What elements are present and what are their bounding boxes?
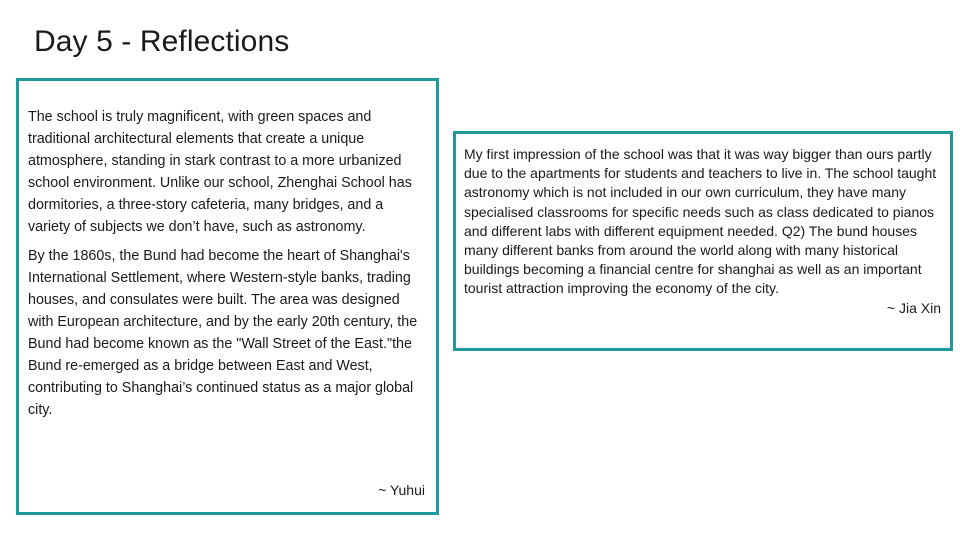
- slide-title: Day 5 - Reflections: [34, 25, 290, 58]
- reflection-paragraph-bund: By the 1860s, the Bund had become the heart of Shanghai's International Settlement, where Western-style banks, trading houses, and consulates were built. The area was designed with European architecture, and by the early 20th century, the Bund had become known as the "Wall Street of the East."the Bund re-emerged as a bridge between East and West, contributing to Shanghai’s continued status as a major global city.: [28, 248, 418, 418]
- reflection-paragraph-school: The school is truly magnificent, with green spaces and traditional architectural elements that create a unique atmosphere, standing in stark contrast to a more urbanized school environment. Unlike our school, Zhenghai School has dormitories, a three-story cafeteria, many bridges, and a variety of subjects we don’t have, such as astronomy.: [28, 109, 412, 235]
- reflection-box-yuhui: [16, 78, 439, 515]
- author-signature-yuhui: ~ Yuhui: [378, 482, 425, 498]
- author-signature-jia-xin: ~ Jia Xin: [886, 299, 941, 316]
- reflection-paragraph-first-impression: My first impression of the school was that it was way bigger than ours partly due to the apartments for students and teachers to live in. The school taught astronomy which is not included in our own curriculum, they have many specialised classrooms for specific needs such as class dedicated to pianos and different labs with different equipment needed. Q2) The bund houses many different banks from around the world along with many historical buildings becoming a financial centre for shanghai as well as an important tourist attraction improving the economy of the city.: [464, 146, 937, 297]
- reflection-box-jia-xin: [453, 131, 953, 351]
